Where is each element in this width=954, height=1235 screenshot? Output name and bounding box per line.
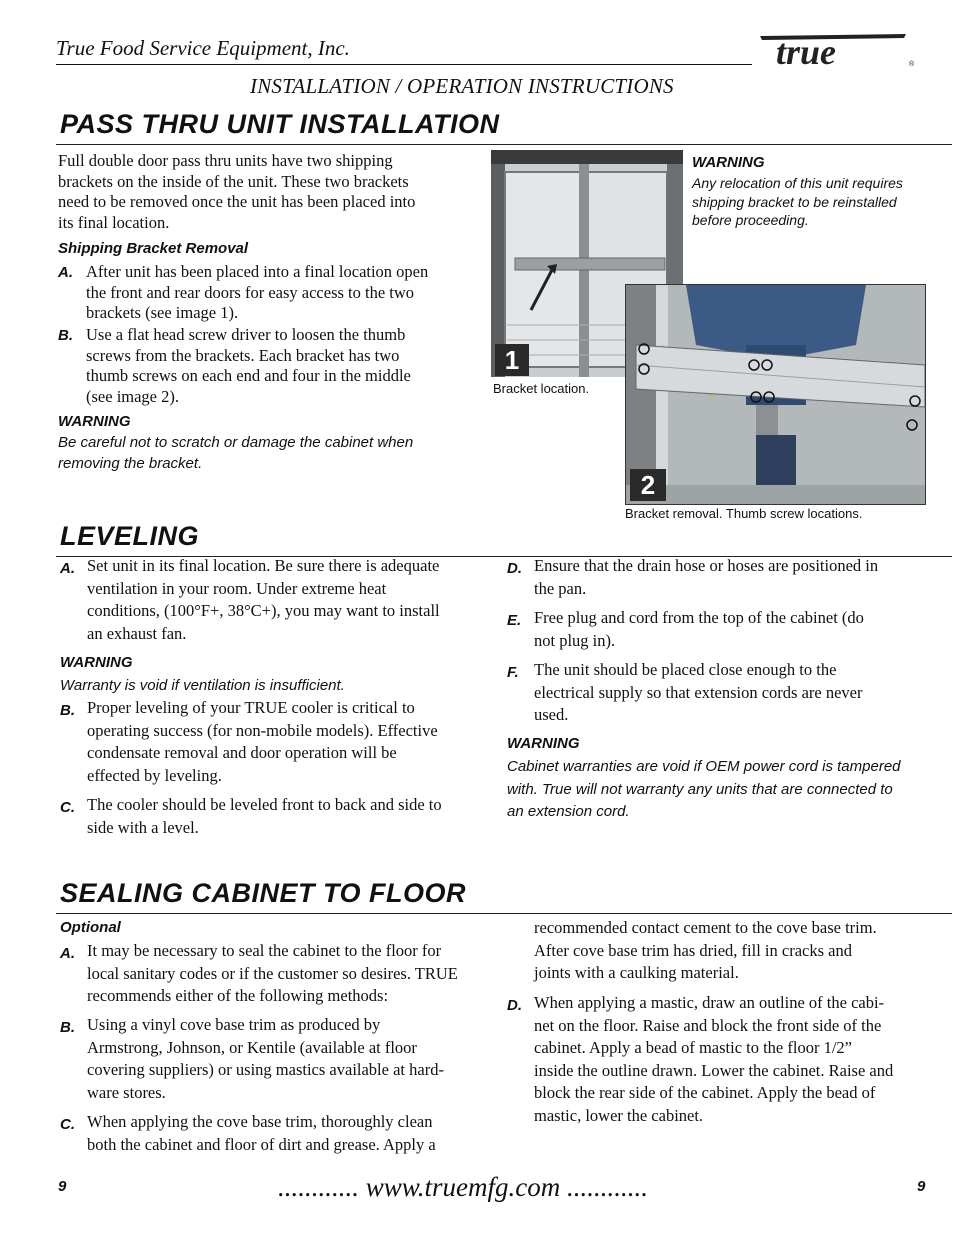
bracket-removal-photo [625, 284, 926, 505]
image-1-caption: Bracket location. [493, 381, 590, 396]
image-1-number: 1 [495, 344, 529, 376]
leveling-step-a: A. Set unit in its final location. Be sure there is adequate ventilation in your room. Under extreme heat conditions, (100°F+, 38°C+), you may want to install an exhaust fan. [60, 556, 440, 643]
page-number-left: 9 [58, 1178, 67, 1195]
true-logo [756, 30, 918, 70]
leveling-step-e: E. Free plug and cord from the top of the cabinet (do not plug in). [507, 608, 864, 650]
leveling-step-b: B. Proper leveling of your TRUE cooler is critical to operating success (for non-mobile models). Effective condensate removal and door operation will be effected by leveling. [60, 698, 438, 785]
pass-thru-warning-title: WARNING [58, 413, 131, 430]
sealing-step-a: A. It may be necessary to seal the cabinet to the floor for local sanitary codes or if the customer so desires. TRUE recommends either of the following methods: [60, 941, 458, 1005]
pass-thru-step-b: B. Use a flat head screw driver to loosen the thumb screws from the brackets. Each bracket has two thumb screws on each end and four in the middle (see image 2). [58, 325, 411, 406]
shipping-bracket-subheading: Shipping Bracket Removal [58, 240, 249, 257]
pass-thru-title: PASS THRU UNIT INSTALLATION [60, 109, 500, 139]
company-name: True Food Service Equipment, Inc. [56, 36, 350, 60]
page-number-right: 9 [917, 1178, 926, 1195]
logo-text: true [776, 32, 837, 70]
ventilation-warning-text: Warranty is void if ventilation is insufficient. [60, 677, 345, 694]
sealing-step-d: D. When applying a mastic, draw an outline of the cabi- net on the floor. Raise and block the front side of the cabinet. Apply a bead of mastic to the floor 1/2” inside the outline drawn. Lower the cabinet. Raise and block the rear side of the cabinet. Apply the bead of mastic, lower the cabinet. [507, 993, 894, 1125]
image-warning-title: WARNING [692, 154, 765, 171]
image-2-caption: Bracket removal. Thumb screw locations. [625, 506, 863, 521]
sealing-title: SEALING CABINET TO FLOOR [60, 878, 467, 908]
leveling-step-f: F. The unit should be placed close enough to the electrical supply so that extension cords are never used. [507, 660, 863, 724]
sealing-step-c-continued: recommended contact cement to the cove base trim. After cove base trim has dried, fill in cracks and joints with a caulking material. [534, 918, 877, 982]
header-rule [56, 64, 752, 65]
pass-thru-step-a: A. After unit has been placed into a final location open the front and rear doors for easy access to the two brackets (see image 1). [58, 262, 429, 322]
leveling-title: LEVELING [60, 521, 200, 551]
document-subtitle: INSTALLATION / OPERATION INSTRUCTIONS [250, 74, 674, 98]
pass-thru-rule [56, 144, 952, 145]
image-warning-text: Any relocation of this unit requires shipping bracket to be reinstalled before proceeding. [692, 175, 903, 228]
registered-mark: ® [909, 61, 915, 68]
leveling-step-d: D. Ensure that the drain hose or hoses are positioned in the pan. [507, 556, 879, 598]
power-cord-warning-text: Cabinet warranties are void if OEM power cord is tampered with. True will not warranty any units that are connected to an extension cord. [507, 758, 901, 820]
pass-thru-warning-text: Be careful not to scratch or damage the cabinet when removing the bracket. [58, 434, 414, 472]
image-2-number: 2 [630, 469, 666, 501]
sealing-step-b: B. Using a vinyl cove base trim as produced by Armstrong, Johnson, or Kentile (available at floor covering suppliers) or using mastics available at hard- ware stores. [60, 1015, 444, 1102]
pass-thru-intro: Full double door pass thru units have two shipping brackets on the inside of the unit. These two brackets need to be removed once the unit has been placed into its final location. [58, 151, 416, 232]
sealing-step-c: C. When applying the cove base trim, thoroughly clean both the cabinet and floor of dirt and grease. Apply a [60, 1112, 436, 1154]
sealing-rule [56, 913, 952, 914]
website-url[interactable]: ............ www.truemfg.com ............ [278, 1172, 648, 1202]
ventilation-warning-title: WARNING [60, 654, 133, 671]
optional-subheading: Optional [60, 919, 121, 936]
power-cord-warning-title: WARNING [507, 735, 580, 752]
leveling-step-c: C. The cooler should be leveled front to back and side to side with a level. [60, 795, 442, 837]
